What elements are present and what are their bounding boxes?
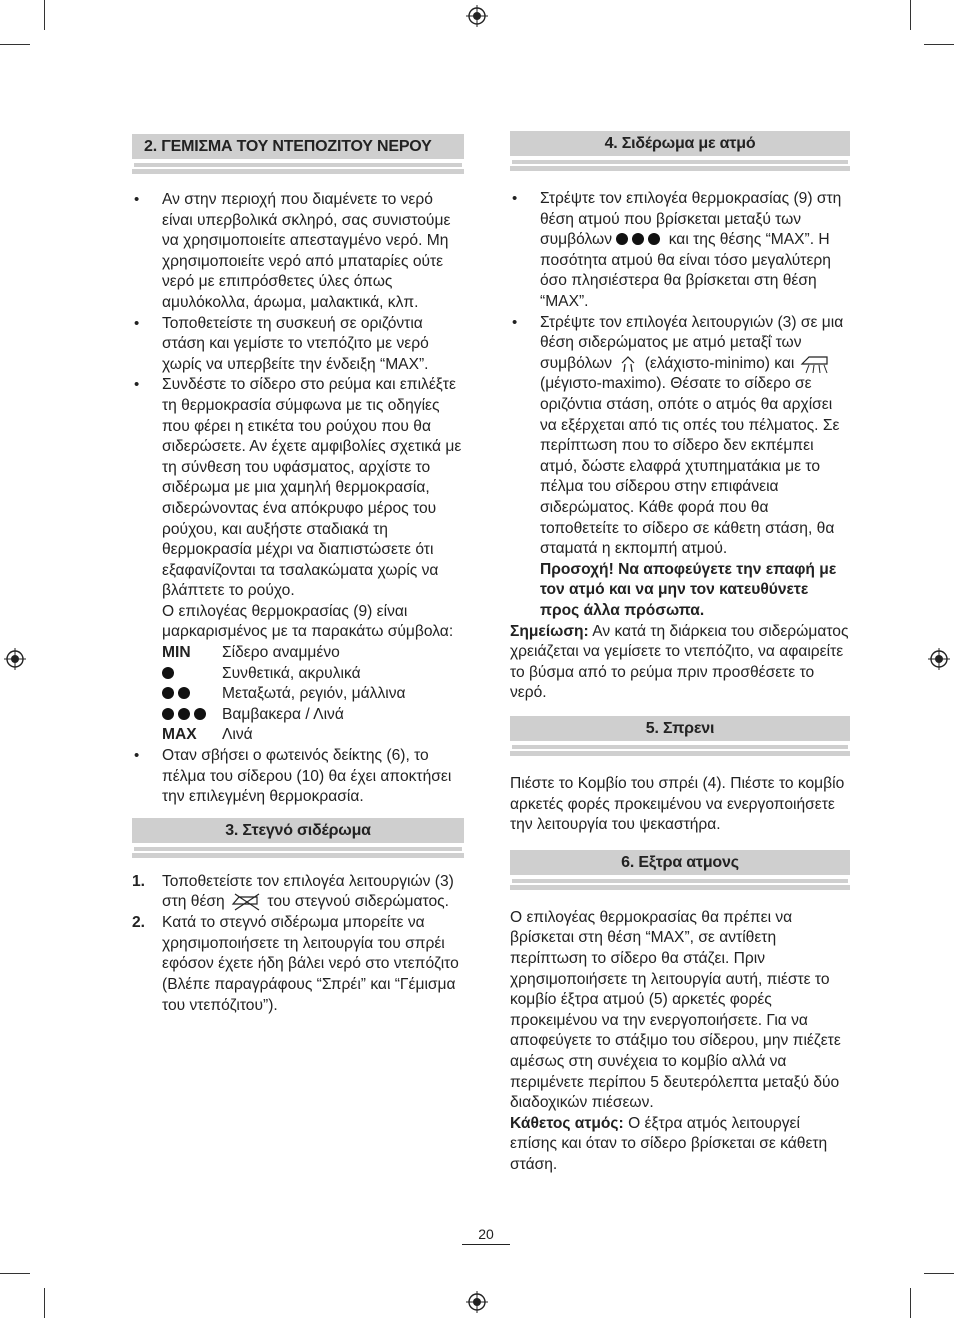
three-dot-symbol-icon bbox=[616, 231, 664, 248]
symbol-row: MIN Σίδερο αναμμένο bbox=[162, 644, 340, 662]
paragraph: Κάθετος ατμός: Ο έξτρα ατμός λειτουργεί επίσης και όταν το σίδερο βρίσκεται σε κάθετη στάση. bbox=[510, 1114, 828, 1173]
page-number-underline bbox=[462, 1244, 510, 1245]
list-item: 2. Κατά το στεγνό σιδέρωμα μπορείτε να χρησιμοποιήσετε τη λειτουργία του σπρέι εφόσον έχετε ήδη βάλει νερό στο ντεπόζιτο (Βλέπε παραγράφους “Σπρέι” και “Γέμισμα του ντεπόζιτου”). bbox=[132, 914, 459, 1014]
registration-mark-icon bbox=[466, 1291, 488, 1313]
crop-mark bbox=[0, 44, 30, 45]
list-item: • Στρέψτε τον επιλογέα λειτουργιών (3) σε μια θέση σιδερώματος με ατμό μεταξΐ των συμβόλων (ελάχιστο-minimo) και (μέγιστο-maximo). Θέσατε το σίδερο σε οριζόντια στάση, οπότε ο ατμός θα αρχίσει να εξέρχεται από τις οπές του πέλματος. Σε περίπτωση που το σίδερο δεν εκπέμπει ατμό, δώστε ελαφρά χτυπηματάκια με το πέλμα του σίδερου στην επιφάνεια σιδερώματος. Κάθε φορά που θα τοποθετείτε το σίδερο σε κάθετη στάση, θα σταματά η εκπομπή ατμού. Προσοχή! Να αποφεύγετε την επαφή με τον ατμό και να μην τον κατευθύνετε προς άλλα πρόσωπα. bbox=[510, 313, 850, 622]
section-3-header bbox=[132, 818, 464, 858]
crop-mark bbox=[924, 1273, 954, 1274]
section-4-list bbox=[510, 189, 850, 622]
two-dot-symbol-icon bbox=[162, 684, 222, 705]
list-item bbox=[132, 375, 464, 746]
registration-mark-icon bbox=[466, 5, 488, 27]
crop-mark bbox=[44, 0, 45, 30]
crop-mark bbox=[0, 1273, 30, 1274]
symbol-row: MAX Λινά bbox=[162, 726, 253, 744]
left-column bbox=[132, 134, 464, 1016]
list-item: • Αν στην περιοχή που διαμένετε το νερό είναι υπερβολικά σκληρό, σας συνιστούμε να χρησιμοποιείτε απεσταγμένο νερό. Μη χρησιμοποιείτε νερό από μπαταρίες ούτε νερό με επιπρόσθετες ύλες όπως αμυλόκολλα, άρωμα, μαλακτικά, κλπ. bbox=[132, 190, 464, 314]
three-dot-symbol-icon bbox=[162, 705, 222, 726]
right-column bbox=[510, 131, 850, 1175]
registration-mark-icon bbox=[928, 648, 950, 670]
warning-text: Προσοχή! Να αποφεύγετε την επαφή με τον ατμό και να μην τον κατευθύνετε προς άλλα πρόσωπα. bbox=[540, 560, 837, 619]
crop-mark bbox=[910, 1288, 911, 1318]
crop-mark bbox=[44, 1288, 45, 1318]
page-number: 20 bbox=[478, 1226, 494, 1242]
symbol-row: Μεταξωτά, ρεγιόν, μάλλινα bbox=[162, 684, 464, 705]
registration-mark-icon bbox=[4, 648, 26, 670]
crop-mark bbox=[924, 44, 954, 45]
iron-no-steam-icon bbox=[229, 892, 263, 912]
paragraph: Ο επιλογέας θερμοκρασίας (9) είναι μαρκαρισμένος με τα παρακάτω σύμβολα: bbox=[162, 602, 454, 641]
symbol-row: Συνθετικά, ακρυλικά bbox=[162, 664, 464, 685]
list-item: 1. Τοποθετείστε τον επιλογέα λειτουργιών (3) στη θέση του στεγνού σιδερώματος. bbox=[132, 872, 454, 911]
section-title: 6. Εξτρα ατμονς bbox=[510, 850, 850, 879]
list-item: • Στρέψτε τον επιλογέα θερμοκρασίας (9) στη θέση ατμού που βρίσκεται μεταξύ των συμβόλων και της θέσης “MAX”. Η ποσότητα ατμού θα είναι τόσο μεγαλύτερη όσο πλησιέστερα θα βρίσκεται στη θέση “MAX”. bbox=[510, 189, 850, 313]
section-4-header bbox=[510, 131, 850, 171]
symbol-list bbox=[162, 643, 464, 746]
list-item: • Οταν σβήσει ο φωτεινός δείκτης (6), το πέλμα του σίδερου (10) θα έχει αποκτήσει την επιλεγμένη θερμοκρασία. bbox=[132, 746, 464, 808]
dot-symbol-icon bbox=[162, 664, 222, 685]
symbol-row: Βαμβακερα / Λινά bbox=[162, 705, 464, 726]
paragraph: Πιέστε το Κομβίο του σπρέι (4). Πιέστε το κομβίο αρκετές φορές προκειμένου να ενεργοποιήσετε την λειτουργία του ψεκαστήρα. bbox=[510, 774, 845, 834]
section-2-header bbox=[132, 134, 464, 174]
section-title: 2. ΓΕΜΙΣΜΑ ΤΟΥ ΝΤΕΠΟΖΙΤΟΥ ΝΕΡΟΥ bbox=[132, 134, 464, 163]
list-item: • Τοποθετείστε τη συσκευή σε οριζόντια στάση και γεμίστε το ντεπόζιτο με νερό χωρίς να υπερβείτε την ένδειξη “MAX”. bbox=[132, 314, 464, 376]
section-6-header bbox=[510, 850, 850, 890]
steam-min-icon bbox=[616, 354, 640, 374]
section-3-list bbox=[132, 872, 464, 1016]
paragraph: Ο επιλογέας θερμοκρασίας θα πρέπει να βρίσκεται στη θέση “MAX”, σε αντίθετη περίπτωση το σίδερο θα στάζει. Πριν χρησιμοποιήσετε τη λειτουργία αυτή, πιέστε το κομβίο έξτρα ατμού (5) αρκετές φορές προκειμένου να την ενεργοποιήσετε. Για να αποφεύγετε το στάξιμο του σίδερου, μην πιέζετε αμέσως στη συνέχεια το κομβίο αλλά να περιμένετε περίπου 5 δευτερόλεπτα μεταξύ δύο διαδοχικών πιέσεων. bbox=[510, 908, 841, 1112]
paragraph: • Συνδέστε το σίδερο στο ρεύμα και επιλέξτε τη θερμοκρασία σύμφωνα με τις οδηγίες που φέρει η ετικέτα του ρούχου που θα σιδερώσετε. Αν έχετε αμφιβολίες σχετικά με τη σύνθεση του υφάσματος, αρχίστε το σιδέρωμα με μια χαμηλή θερμοκρασία, σιδερώνοντας ένα απόκρυφο μέρος του ρούχου, και αυξήστε σταδιακά τη θερμοκρασία μέχρι να διαπιστώσετε ότι εξαφανίζονται τα τσαλακώματα χωρίς να βλάπτετε το ρούχο. bbox=[162, 376, 462, 600]
section-5-header bbox=[510, 716, 850, 756]
section-title: 4. Σιδέρωμα με ατμό bbox=[510, 131, 850, 160]
crop-mark bbox=[910, 0, 911, 30]
section-title: 5. Σπρενι bbox=[510, 716, 850, 745]
steam-max-icon bbox=[799, 354, 833, 374]
note: Σημείωση: Αν κατά τη διάρκεια του σιδερώματος χρειάζεται να γεμίσετε το ντεπόζιτο, να αφαιρείτε το βύσμα από το ρεύμα πριν προσθέσετε το νερό. bbox=[510, 622, 849, 702]
section-title: 3. Στεγνό σιδέρωμα bbox=[132, 818, 464, 847]
section-2-list bbox=[132, 190, 464, 808]
